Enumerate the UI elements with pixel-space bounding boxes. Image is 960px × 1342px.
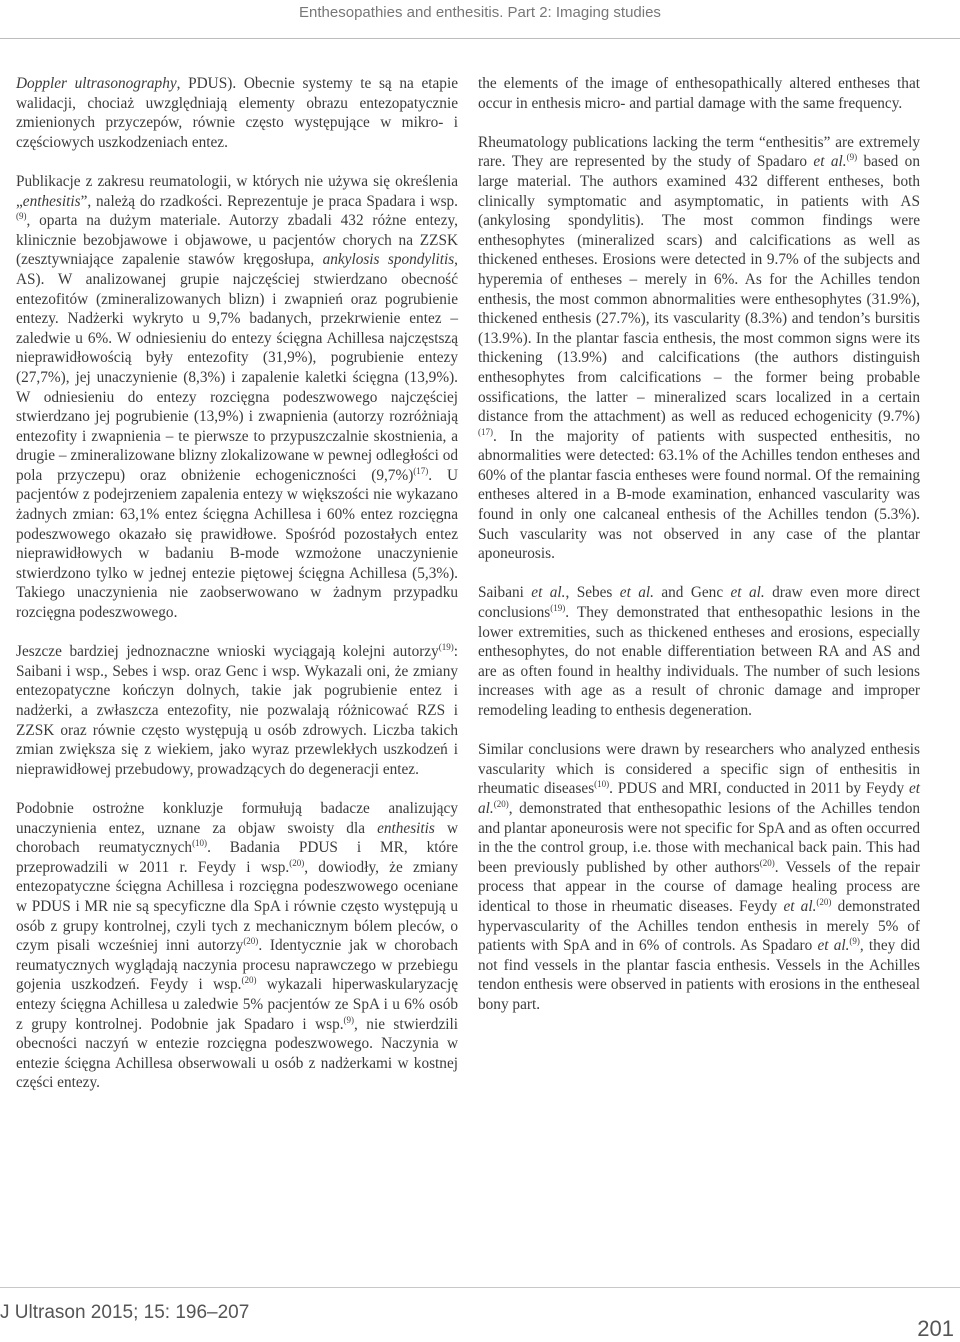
left-column-polish bbox=[16, 74, 458, 1093]
text-run: ”, należą do rzadkości. Reprezentuje je praca Spadara i wsp. bbox=[80, 192, 458, 210]
text-run: . Badania PDUS i MR, które przeprowadzili w 2011 r. Feydy i wsp. bbox=[16, 839, 458, 876]
citation-superscript: (17) bbox=[413, 465, 429, 476]
italic-term: et al. bbox=[783, 897, 817, 915]
italic-term: et al. bbox=[817, 937, 850, 955]
citation-superscript: (20) bbox=[493, 798, 509, 809]
text-run: , demonstrated that enthesopathic lesions of the Achilles tendon and plantar aponeurosis were not specific for SpA and as often occurred in the the control group, i.e. those with mechanical back pain. This had been previously published by other authors bbox=[478, 799, 920, 876]
text-run: . They demonstrated that enthesopathic lesions in the lower extremities, such as thickened entheses and erosions, especially enthesophytes, do not enable differentiation between RA and AS and are as often found in healthy individuals. The number of such lesions increases with age as a result of chronic damage and improper remodeling leading to enthesis degeneration. bbox=[478, 604, 920, 719]
italic-term: et al. bbox=[730, 584, 765, 602]
citation-superscript: (9) bbox=[846, 152, 858, 163]
paragraph bbox=[478, 74, 920, 113]
italic-term: et al. bbox=[619, 584, 654, 602]
citation-superscript: (9) bbox=[343, 1014, 355, 1025]
right-column-english bbox=[478, 74, 920, 1015]
citation-superscript: (20) bbox=[759, 857, 775, 868]
text-run: Jeszcze bardziej jednoznaczne wnioski wyciągają kolejni autorzy bbox=[16, 643, 439, 661]
journal-reference: J Ultrason 2015; 15: 196–207 bbox=[0, 1302, 250, 1323]
text-run: Rheumatology publications lacking the term “enthesitis” are extremely rare. They are represented by the study of Spadaro bbox=[478, 133, 920, 171]
text-run: the elements of the image of enthesopathically altered entheses that occur in enthesis micro- and partial damage with the same frequency. bbox=[478, 75, 920, 112]
text-run: demonstrated hypervascularity of the Achilles tendon enthesis in merely 5% of patients with SpA and in 6% of controls. As Spadaro bbox=[478, 897, 920, 955]
citation-superscript: (10) bbox=[594, 779, 610, 790]
text-run: . In the majority of patients with suspected enthesitis, no abnormalities were detected: 63.1% of the Achilles tendon entheses and 60% of the plantar fascia entheses were found normal. Of the remaining entheses altered in a B-mode examination, enhanced vascularity was found in only one calcaneal enthesis of the Achilles tendon (5.3%). Such vascularity was not observed in any case of the plantar aponeurosis. bbox=[478, 427, 920, 563]
text-run: , dowiodły, że zmiany entezopatyczne ścięgna Achillesa i rozcięgna podeszwowego oceniane w PDUS i MR nie są specyficzne dla SpA i równie często występują u osób z grupy kontrolnej, czyli tych z mechanicznym bólem pleców, o czym pisali wcześniej inni autorzy bbox=[16, 858, 458, 955]
italic-term: et al. bbox=[531, 584, 566, 602]
text-run: Podobnie ostrożne konkluzje formułują badacze analizujący unaczynienia entez, uznane za objaw swoisty dla bbox=[16, 799, 458, 837]
text-run: Similar conclusions were drawn by researchers who analyzed enthesis vascularity which is considered a specific sign of enthesitis in rheumatic diseases bbox=[478, 741, 920, 798]
italic-term: ankylosis spondylitis bbox=[322, 251, 455, 269]
paragraph bbox=[16, 642, 458, 779]
text-run: wykazali hiperwaskularyzację entezy ścięgna Achillesa u zaledwie 5% pacjentów ze SpA i u 6% osób z grupy kontrolnej. Podobnie jak Spadaro i wsp. bbox=[16, 976, 458, 1033]
italic-term: enthesitis bbox=[377, 819, 435, 837]
text-run: : Saibani i wsp., Sebes i wsp. oraz Genc i wsp. Wykazali oni, że zmiany entezopatyczne kończyn dolnych, takie jak pogrubienie entez i nadżerki, a zwłaszcza entezofity, nie pozwalają różnicować RZS i ZZSK oraz równie często występują u osób zdrowych. Liczba takich zmian zwiększa się z wiekiem, jako wyraz przewlekłych uszkodzeń i nieprawidłowej przebudowy, prowadzących do degeneracji entez. bbox=[16, 643, 458, 778]
text-run: and Genc bbox=[653, 584, 731, 602]
paragraph bbox=[478, 583, 920, 720]
paragraph bbox=[478, 133, 920, 564]
text-run: . PDUS and MRI, conducted in 2011 by Feydy bbox=[609, 780, 909, 798]
italic-term: et al. bbox=[478, 780, 921, 817]
citation-superscript: (10) bbox=[192, 838, 208, 849]
citation-superscript: (20) bbox=[816, 896, 832, 907]
citation-superscript: (9) bbox=[16, 211, 27, 222]
text-run: Publikacje z zakresu reumatologii, w których nie używa się określenia „ bbox=[16, 172, 458, 210]
text-run: , oparta na dużym materiale. Autorzy zbadali 432 różne entezy, klinicznie bezobjawowe i objawowe, u pacjentów chorych na ZZSK (zesztywniające zapalenie stawów kręgosłupa, bbox=[16, 212, 458, 269]
paragraph bbox=[16, 172, 458, 623]
paragraph bbox=[16, 74, 458, 152]
paragraph bbox=[478, 740, 920, 1014]
italic-term: enthesitis bbox=[22, 192, 81, 210]
citation-superscript: (20) bbox=[241, 975, 257, 986]
citation-superscript: (20) bbox=[243, 936, 259, 947]
citation-superscript: (19) bbox=[550, 602, 566, 613]
text-run: , Sebes bbox=[565, 584, 620, 602]
italic-term: Doppler ultrasonography bbox=[16, 75, 177, 92]
citation-superscript: (20) bbox=[289, 857, 305, 868]
text-run: w chorobach reumatycznych bbox=[16, 819, 459, 857]
text-run: . Identycznie jak w chorobach reumatycznych wyglądają naczynia procesu naprawczego w przebiegu gojenia uszkodzeń. Feydy i wsp. bbox=[16, 937, 458, 994]
text-run: based on large material. The authors examined 432 different entheses, both clinically symptomatic and asymptomatic, in patients with AS (ankylosing spondylitis). The most common findings were enthesophytes (mineralized scars) and calcifications as well as thickened entheses. Erosions were detected in 9.7% of the subjects and hyperemia of entheses – merely in 6%. As for the Achilles tendon enthesis, the most common abnormalities were enthesophytes (31.9%), thickened enthesis (27.7%), its vascularity (8.3%) and tendon’s bursitis (13.9%). In the plantar fascia enthesis, the most common signs were its thickening (13.9%) and calcifications (the authors distinguish enthesophytes from calcifications – the former being probable ossifications, the latter – mineralized scars localized in a certain distance from the attachment) as well as reduced echogenicity (9.7%) bbox=[478, 153, 920, 426]
page-number: 201 bbox=[917, 1316, 954, 1341]
text-run: . Vessels of the repair process that appear in the course of damage healing process are identical to those in rheumatic diseases. Feydy bbox=[478, 858, 920, 915]
footer-divider bbox=[0, 1287, 960, 1288]
citation-superscript: (19) bbox=[438, 642, 454, 653]
text-run: , nie stwierdzili obecności naczyń w entezie rozcięgna podeszwowego. Naczynia w entezie ścięgna Achillesa obserwowali u osób z nadżerkami w kostnej części entezy. bbox=[16, 1015, 458, 1092]
text-run: , AS). W analizowanej grupie najczęściej stwierdzano obecność entezofitów (zmineralizowanych blizn) i zwapnień oraz pogrubienie entezy. Nadżerki wykryto u 9,7% badanych, przekrwienie entez – zaledwie u 6%. W odniesieniu do entezy ścięgna Achillesa najczęstszą nieprawidłowością były entezofity (31,9%), pogrubienie entezy (27,7%), jej unaczynienie (8,3%) i zapalenie kaletki ścięgna (13,9%). W odniesieniu do entezy rozcięgna podeszwowego najczęściej stwierdzano jej pogrubienie (13,9%) i zwapnienia (autorzy rozróżniają entezofity i zwapnienia – te pierwsze to przypuszczalnie skostnienia, a drugie – zmineralizowane blizny zlokalizowane w pewnej odległości od pola przyczepu) oraz obniżenie echogeniczności (9,7%) bbox=[16, 251, 458, 484]
text-run: . U pacjentów z podejrzeniem zapalenia entezy w większości nie wykazano żadnych zmian: 63,1% entez ścięgna Achillesa i 60% entez rozcięgna podeszwowego okazało się prawidłowe. Spośród pozostałych entez nieprawidłowych w badaniu B-mode wzmożone unaczynienie stwierdzono tylko w jednej entezie piętowej ścięgna Achillesa (5,3%). Takiego unaczynienia nie zaobserwowano w żadnym przypadku rozcięgna podeszwowego. bbox=[16, 466, 458, 622]
text-run: Saibani bbox=[478, 584, 532, 602]
citation-superscript: (9) bbox=[849, 936, 860, 947]
italic-term: et al. bbox=[813, 153, 847, 171]
citation-superscript: (17) bbox=[478, 426, 493, 437]
text-run: , they did not find vessels in the plantar fascia enthesis. Vessels in the Achilles tendon enthesis were observed in patients with erosions in the entheseal bony part. bbox=[478, 937, 920, 1013]
paragraph bbox=[16, 799, 458, 1093]
text-run: , PDUS). Obecnie systemy te są na etapie walidacji, chociaż uwzględniają elementy obrazu entezopatycznie zmienionych przyczepów, równie często występujące w mikro- i częściowych uszkodzeniach entez. bbox=[16, 75, 458, 151]
running-header: Enthesopathies and enthesitis. Part 2: Imaging studies bbox=[299, 4, 661, 21]
header-divider bbox=[0, 38, 960, 39]
text-run: draw even more direct conclusions bbox=[478, 584, 920, 622]
